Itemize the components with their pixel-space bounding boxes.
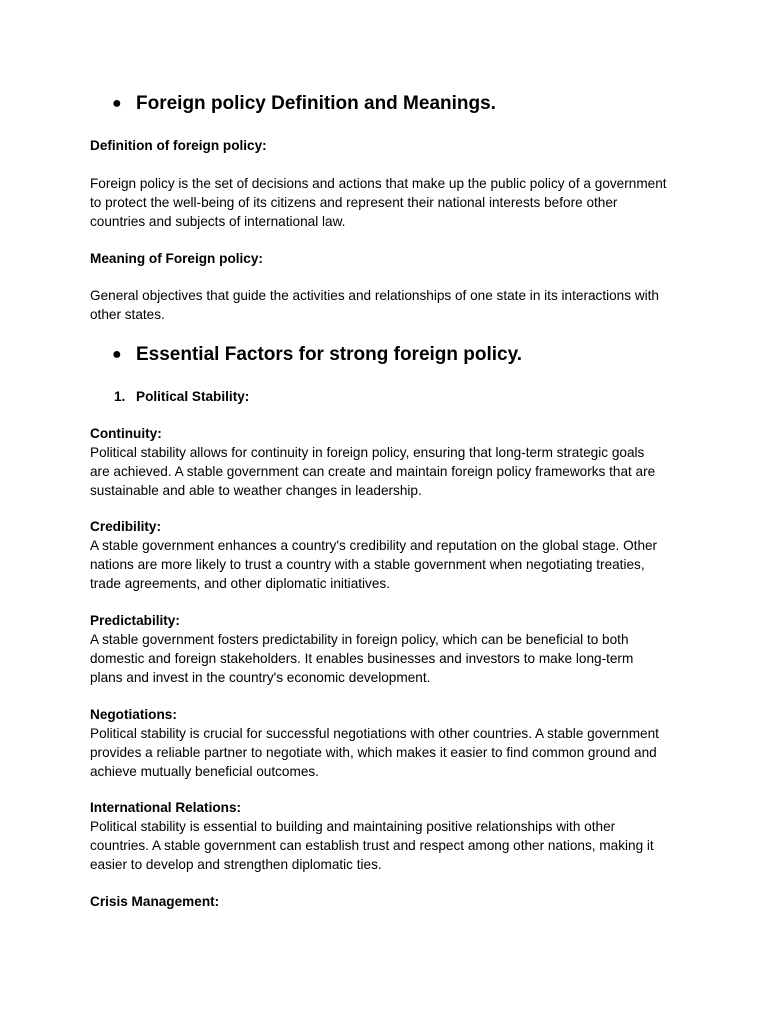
bullet-dot: ● <box>112 95 122 112</box>
credibility-label: Credibility: <box>90 519 161 534</box>
definition-paragraph: Foreign policy is the set of decisions and actions that make up the public policy of a government to protect the well-being of its citizens and represent their national interests before other countries and subjects of international law. <box>90 176 667 229</box>
negotiations-paragraph: Political stability is crucial for successful negotiations with other countries. A stable government provides a reliable partner to negotiate with, which makes it easier to find common ground and achieve mutually beneficial outcomes. <box>90 726 659 779</box>
crisis-management-label: Crisis Management: <box>90 894 220 909</box>
predictability-paragraph: A stable government fosters predictability in foreign policy, which can be beneficial to both domestic and foreign stakeholders. It enables businesses and investors to make long-term plans and invest in the country's economic development. <box>90 632 634 685</box>
negotiations-label: Negotiations: <box>90 707 177 722</box>
continuity-paragraph: Political stability allows for continuity in foreign policy, ensuring that long-term strategic goals are achieved. A stable government can create and maintain foreign policy frameworks that are sustainable and able to weather changes in leadership. <box>90 445 656 498</box>
list-number: 1. <box>114 389 126 404</box>
international-relations-label: International Relations: <box>90 800 242 815</box>
list-item-label: Political Stability: <box>136 389 250 404</box>
continuity-label: Continuity: <box>90 426 162 441</box>
bullet-dot: ● <box>112 346 122 363</box>
predictability-label: Predictability: <box>90 613 180 628</box>
heading-essential-factors <box>112 343 522 367</box>
heading-text: Foreign policy Definition and Meanings. <box>136 93 496 114</box>
international-relations-paragraph: Political stability is essential to building and maintaining positive relationships with other countries. A stable government can establish trust and respect among other nations, making it easier to develop and strengthen diplomatic ties. <box>90 819 654 872</box>
meaning-paragraph: General objectives that guide the activities and relationships of one state in its interactions with other states. <box>90 288 659 322</box>
heading-foreign-policy-definition <box>112 92 496 116</box>
numbered-item-political-stability <box>114 387 249 406</box>
credibility-paragraph: A stable government enhances a country's credibility and reputation on the global stage. Other nations are more likely to trust a country with a stable government when negotiating treaties, trade agreements, and other diplomatic initiatives. <box>90 538 658 591</box>
definition-label: Definition of foreign policy: <box>90 138 267 153</box>
meaning-label: Meaning of Foreign policy: <box>90 251 263 266</box>
heading-text: Essential Factors for strong foreign policy. <box>136 344 523 365</box>
